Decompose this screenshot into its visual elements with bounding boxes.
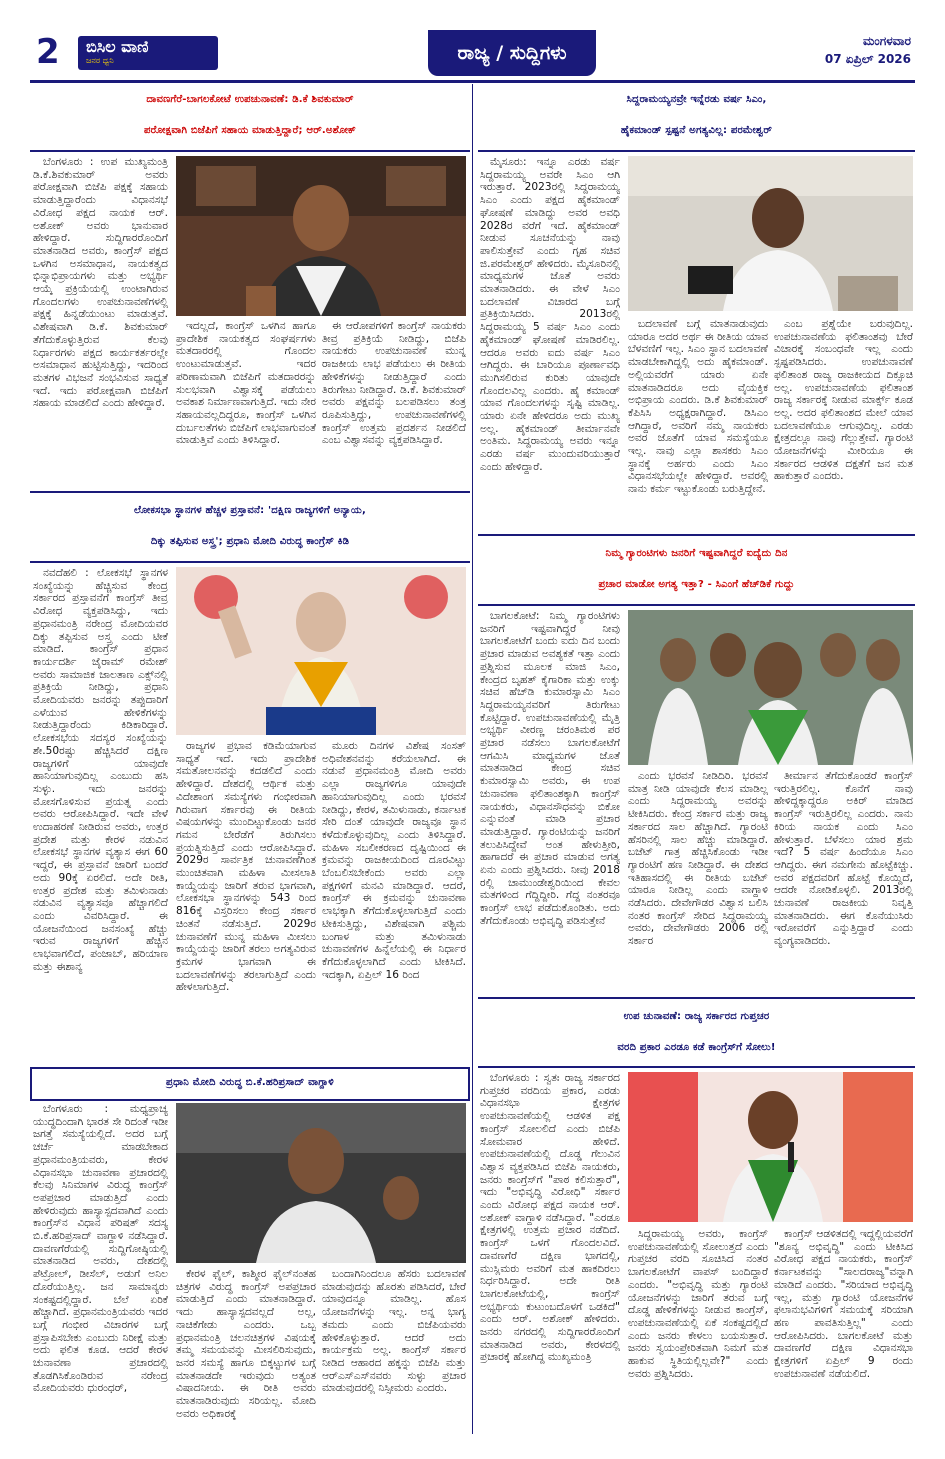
story3-top-rule <box>30 491 470 493</box>
story5-headline-line1: ಉಪ ಚುನಾವಣೆ: ರಾಜ್ಯ ಸರ್ಕಾರದ ಗುಪ್ತಚರ <box>623 1011 770 1022</box>
story1-rule <box>30 150 470 152</box>
story4-text-2: ಎಂದು ಭರವಸೆ ನೀಡಿದಿರಿ. ಭರವಸೆ ಮಾತ್ರ ನೀಡಿ ಯಾವುದೇ ಕೆಲಸ ಮಾಡಿಲ್ಲ ಎಂದು ಸಿದ್ದರಾಮಯ್ಯ ಅವರನ್ನು ಟೀಕಿಸಿದರು. ಕೇಂದ್ರ ಸರ್ಕಾರ ಮತ್ತು ರಾಜ್ಯ ಸರ್ಕಾರದ ಸಾಲ ಹೆಚ್ಚಾಗಿದೆ. ಗ್ಯಾರಂಟಿ ಹೆಸರಿನಲ್ಲಿ ಸಾಲ ಹೆಚ್ಚು ಮಾಡಿದ್ದಾರೆ. ಬಜೆಟ್ ಗಾತ್ರ ಹೆಚ್ಚಿಸಿಕೊಂಡು ಇಡೀ ಗ್ಯಾರಂಟಿಗೆ ಹಣ ನೀಡಿದ್ದಾರೆ. ಈ ದೇಶದ ಇತಿಹಾಸದಲ್ಲಿ ಈ ರೀತಿಯ ಬಜೆಟ್ ಯಾರೂ ನೀಡಿಲ್ಲ ಎಂದು ವಾಗ್ದಾಳಿ ನಡೆಸಿದರು. ದೇವೇಗೌಡರ ವಿಶ್ವಾಸ ಬಲಿಸಿ ನಂತರ ಕಾಂಗ್ರೆಸ್ ಸೇರಿದ ಸಿದ್ದರಾಮಯ್ಯ ಅವರು, ದೇವೇಗೌಡರು 2006 ರಲ್ಲಿ ಸರ್ಕಾರ <box>628 770 768 948</box>
story2-column-2 <box>628 318 768 528</box>
story3-rule <box>30 561 470 563</box>
story2-column-1 <box>480 156 620 528</box>
issue-day: ಮಂಗಳವಾರ <box>862 34 911 48</box>
story5-column-1 <box>480 1072 620 1434</box>
story2-text-1: ಮೈಸೂರು: ಇನ್ನೂ ಎರಡು ವರ್ಷ ಸಿದ್ದರಾಮಯ್ಯ ಅವರೇ ಸಿಎಂ ಆಗಿ ಇರುತ್ತಾರೆ. 2023ರಲ್ಲಿ ಸಿದ್ದರಾಮಯ್ಯ ಸಿಎಂ ಎಂದು ಪಕ್ಷದ ಹೈಕಮಾಂಡ್ ಘೋಷಣೆ ಮಾಡಿದ್ದು ಅವರ ಅವಧಿ 2028ರ ವರೆಗೆ ಇದೆ. ಹೈಕಮಾಂಡ್ ನೀಡುವ ಸೂಚನೆಯನ್ನು ನಾವು ಪಾಲಿಸುತ್ತೇವೆ ಎಂದು ಗೃಹ ಸಚಿವ ಜಿ.ಪರಮೇಶ್ವರ್ ಹೇಳಿದರು. ಮೈಸೂರಿನಲ್ಲಿ ಮಾಧ್ಯಮಗಳ ಜೊತೆ ಅವರು ಮಾತನಾಡಿದರು. ಈ ವೇಳೆ ಸಿಎಂ ಬದಲಾವಣೆ ವಿಚಾರದ ಬಗ್ಗೆ ಪ್ರತಿಕ್ರಿಯಿಸಿದರು. 2013ರಲ್ಲಿ ಸಿದ್ದರಾಮಯ್ಯ 5 ವರ್ಷ ಸಿಎಂ ಎಂದು ಹೈಕಮಾಂಡ್ ಘೋಷಣೆ ಮಾಡಿರಲಿಲ್ಲ. ಆದರೂ ಅವರು ಐದು ವರ್ಷ ಸಿಎಂ ಆಗಿದ್ದರು. ಈ ಬಾರಿಯೂ ಪೂರ್ಣಾವಧಿ ಮುಗಿಸಲಿರುವ ಕುರಿತು ಯಾವುದೇ ಗೊಂದಲವಿಲ್ಲ ಎಂದರು. ಹೈ ಕಮಾಂಡ್ ಯಾವ ಗೊಂದಲಗಳನ್ನು ಸೃಷ್ಟಿ ಮಾಡಿಲ್ಲ. ಯಾರು ಏನೇ ಹೇಳಿದರೂ ಅದು ಮುಖ್ಯ ಅಲ್ಲ. ಹೈಕಮಾಂಡ್ ತೀರ್ಮಾನವೇ ಅಂತಿಮ. ಸಿದ್ದರಾಮಯ್ಯ ಅವರು ಇನ್ನೂ ಎರಡು ವರ್ಷ ಮುಂದುವರಿಯುತ್ತಾರೆ ಎಂದು ಹೇಳಿದ್ದಾರೆ. <box>480 156 620 473</box>
story6-headline: ಪ್ರಧಾನಿ ಮೋದಿ ವಿರುದ್ಧ ಬಿ.ಕೆ.ಹರಿಪ್ರಸಾದ್ ವಾಗ್ದಾಳಿ <box>166 1077 334 1088</box>
story4-text-3: ತೀರ್ಮಾನ ತೆಗೆದುಕೊಂಡರೆ ಕಾಂಗ್ರೆಸ್ ಇರುತ್ತಿರಲಿಲ್ಲ. ಕೊನೆಗೆ ನಾವು ಹೇಳಿದ್ದಕ್ಕಾದ್ದರೂ ಅಕಿರ್ ಮಾಡಿದ ಕಾಂಗ್ರೆಸ್ ಇರುತ್ತಿರಲಿಲ್ಲ ಎಂದರು. ನಾನು ಕಿರಿಯ ನಾಯಕ ಎಂದು ಸಿಎಂ ಹೇಳುತ್ತಾರೆ. ಬೆಳೆಸಲು ಯಾರ ಶ್ರಮ ಇದೆ? 5 ವರ್ಷ ಹಿಂದೆಯೂ ಸಿಎಂ ಆಗಿದ್ದರು. ಈಗ ನಮಗೇನು ಹೊಟ್ಟೆಕಿಚ್ಚು. ಅವರ ಪಕ್ಷದವರಿಗೆ ಹೊಟ್ಟೆ ಕೊಯ್ದಿದೆ, ಆದರೇ ನೋಡಿಕೊಳ್ಳಲಿ. 2013ರಲ್ಲಿ ಚುನಾವಣೆ ರಾಜಕೀಯ ನಿವೃತ್ತಿ ಮಾತನಾಡಿದರು. ಈಗ ಕೊನೆಯುಸಿರು ಇರೋವರೆಗೆ ಎನ್ನುತ್ತಿದ್ದಾರೆ ಎಂದು ವ್ಯಂಗ್ಯವಾಡಿದರು. <box>774 770 913 948</box>
story3-headline-line1: ಲೋಕಸಭಾ ಸ್ಥಾನಗಳ ಹೆಚ್ಚಳ ಪ್ರಸ್ತಾವನೆ: 'ದಕ್ಷಿಣ ರಾಜ್ಯಗಳಿಗೆ ಅನ್ಯಾಯ, <box>134 505 366 516</box>
story3-photo <box>176 567 466 735</box>
person-at-desk-illustration <box>628 156 913 311</box>
story2-rule <box>478 150 915 152</box>
leader-at-podium-illustration <box>176 567 466 735</box>
story5-column-3 <box>774 1228 913 1434</box>
story5-top-rule <box>478 997 915 999</box>
story6-text-2: ಕೇರಳ ಫೈಲ್, ಕಾಶ್ಮೀರ ಫೈಲ್‌ನಂತಹ ಚಿತ್ರಗಳ ವಿರುದ್ಧ ಕಾಂಗ್ರೆಸ್ ಅಪಪ್ರಚಾರ ಮಾಡುತ್ತಿದೆ ಎಂದು ಮಾತನಾಡಿದ್ದಾರೆ. ಇದು ಹಾಸ್ಯಾಸ್ಪದವಲ್ಲದೆ ಅಲ್ಲ, ನಾಚಿಕೆಗೇಡು ಎಂದರು. ಒಬ್ಬ ಪ್ರಧಾನಮಂತ್ರಿ ಚಲನಚಿತ್ರಗಳ ವಿಷಯಕ್ಕೆ ತಮ್ಮ ಸಮಯವನ್ನು ಮೀಸಲಿರಿಸುವುದು, ಜನರ ಸಮಸ್ಯೆ ಹಾಗೂ ಬಿಕ್ಕಟ್ಟುಗಳ ಬಗ್ಗೆ ಮಾತನಾಡದೇ ಇರುವುದು ಅತ್ಯಂತ ವಿಷಾದನೀಯ. ಈ ರೀತಿ ಅವರು ಮಾತನಾಡಿರುವುದು ಸರಿಯಲ್ಲ. ಮೋದಿ ಅವರು ಅಧಿಕಾರಕ್ಕೆ <box>176 1268 316 1420</box>
story1-text-3: ಈ ಆರೋಪಗಳಿಗೆ ಕಾಂಗ್ರೆಸ್ ನಾಯಕರು ತೀವ್ರ ಪ್ರತಿಕ್ರಿಯೆ ನೀಡಿದ್ದು, ಬಿಜೆಪಿ ನಾಯಕರು ಉಪಚುನಾವಣೆ ಮುನ್ನ ರಾಜಕೀಯ ಲಾಭ ಪಡೆಯಲು ಈ ರೀತಿಯ ಹೇಳಿಕೆಗಳನ್ನು ನೀಡುತ್ತಿದ್ದಾರೆ ಎಂದು ತಿರುಗೇಟು ನೀಡಿದ್ದಾರೆ. ಡಿ.ಕೆ. ಶಿವಕುಮಾರ್ ಅವರು ಪಕ್ಷವನ್ನು ಬಲಪಡಿಸಲು ತಂತ್ರ ರೂಪಿಸುತ್ತಿದ್ದು, ಉಪಚುನಾವಣೆಗಳಲ್ಲಿ ಕಾಂಗ್ರೆಸ್ ಉತ್ತಮ ಪ್ರದರ್ಶನ ನೀಡಲಿದೆ ಎಂಬ ವಿಶ್ವಾಸವನ್ನು ವ್ಯಕ್ತಪಡಿಸಿದ್ದಾರೆ. <box>322 320 466 447</box>
center-column-rule <box>472 84 473 1434</box>
story6-headline-box <box>30 1067 470 1101</box>
story6-column-1 <box>33 1103 168 1434</box>
story6-photo <box>176 1103 466 1263</box>
story4-top-rule <box>478 534 915 536</box>
story1-text-2: ಇದಲ್ಲದೆ, ಕಾಂಗ್ರೆಸ್ ಒಳಗಿನ ಹಾಗೂ ಪ್ರಾದೇಶಿಕ ನಾಯಕತ್ವದ ಸಂಘರ್ಷಗಳು ಮತದಾರರಲ್ಲಿ ಗೊಂದಲ ಉಂಟುಮಾಡುತ್ತವೆ. ಇದರ ಪರಿಣಾಮವಾಗಿ ಬಿಜೆಪಿಗೆ ಮತದಾರರನ್ನು ಸುಲಭವಾಗಿ ವಿಶ್ವಾಸಕ್ಕೆ ಪಡೆಯಲು ಅವಕಾಶ ನಿರ್ಮಾಣವಾಗುತ್ತಿದೆ. ಇದು ನೇರ ಸಹಾಯವಲ್ಲದಿದ್ದರೂ, ಕಾಂಗ್ರೆಸ್ ಒಳಗಿನ ದುರ್ಬಲತೆಗಳು ಬಿಜೆಪಿಗೆ ಲಾಭವಾಗುವಂತೆ ಮಾಡುತ್ತಿವೆ ಎಂದು ತಿಳಿಸಿದ್ದಾರೆ. <box>176 320 316 447</box>
story5-text-3: ಕಾಂಗ್ರೆಸ್ ಆಡಳಿತದಲ್ಲಿ ಇದ್ದಲ್ಲಿಯವರೆಗೆ "ಶೂನ್ಯ ಅಭಿವೃದ್ಧಿ" ಎಂದು ಟೀಕಿಸಿದ ವಿರೋಧ ಪಕ್ಷದ ನಾಯಕರು, ಕಾಂಗ್ರೆಸ್ ಕರ್ನಾಟಕವನ್ನು "ಸಾಲದರಾಜ್ಯ"ವನ್ನಾಗಿ ಮಾಡಿದೆ ಎಂದರು. "ಸರಿಯಾದ ಅಭಿವೃದ್ಧಿ ಇಲ್ಲ, ಮತ್ತು ಗ್ಯಾರಂಟಿ ಯೋಜನೆಗಳ ಫಲಾನುಭವಿಗಳಿಗೆ ಸಮಯಕ್ಕೆ ಸರಿಯಾಗಿ ಹಣ ಪಾವತಿಸುತ್ತಿಲ್ಲ" ಎಂದು ಆರೋಪಿಸಿದರು. ಬಾಗಲಕೋಟೆ ಮತ್ತು ದಾವಣಗೆರೆ ದಕ್ಷಿಣ ವಿಧಾನಸಭಾ ಕ್ಷೇತ್ರಗಳಿಗೆ ಏಪ್ರಿಲ್ 9 ರಂದು ಉಪಚುನಾವಣೆ ನಡೆಯಲಿದೆ. <box>774 1228 913 1380</box>
story5-photo <box>628 1072 913 1222</box>
story3-headline-line2: ದಿಕ್ಕು ತಪ್ಪಿಸುವ ಅಸ್ತ್ರ'; ಪ್ರಧಾನಿ ಮೋದಿ ವಿರುದ್ಧ ಕಾಂಗ್ರೆಸ್ ಕಿಡಿ <box>150 536 350 547</box>
story5-column-2 <box>628 1228 768 1434</box>
story1-column-1 <box>33 156 168 484</box>
speaker-gesturing-illustration <box>176 1103 466 1263</box>
story4-rule <box>478 604 915 606</box>
story5-headline <box>478 1001 915 1063</box>
story6-text-3: ಬಂದಾಗಿನಿಂದಲೂ ಹೆಸರು ಬದಲಾವಣೆ ಮಾಡುವುದನ್ನು ಹೊರತು ಪಡಿಸಿದರೆ, ಬೇರೆ ಯಾವುದನ್ನೂ ಮಾಡಿಲ್ಲ. ಹೊಸ ಯೋಜನೆಗಳನ್ನು ಇಲ್ಲ. ಅನ್ನ ಭಾಗ್ಯ ತಮದು ಎಂದು ಬಿಜೆಪಿಯವರು ಹೇಳಿಕೊಳ್ಳುತ್ತಾರೆ. ಆದರೆ ಅದು ಕಾರ್ಯಕ್ರಮ ಅಲ್ಲ. ಕಾಂಗ್ರೆಸ್ ಸರ್ಕಾರ ನೀಡಿದ ಆಹಾರದ ಹಕ್ಕನ್ನು ಬಿಜೆಪಿ ಮತ್ತು ಆರ್‌ಎಸ್‌ಎಸ್‌ನವರು ಸುಳ್ಳು ಪ್ರಚಾರ ಮಾಡುವುದರಲ್ಲಿ ನಿಸ್ಸೀಮರು ಎಂದರು. <box>322 1268 466 1395</box>
story1-photo <box>176 156 466 316</box>
section-title: ರಾಜ್ಯ / ಸುದ್ದಿಗಳು <box>428 30 596 76</box>
page-number: 2 <box>36 32 60 72</box>
story1-column-2 <box>176 320 316 484</box>
story6-text-1: ಬೆಂಗಳೂರು : ಮಧ್ಯಪ್ರಾಚ್ಯ ಯುದ್ಧದಿಂದಾಗಿ ಭಾರತ ಸೇ ರಿದಂತೆ ಇಡೀ ಜಗತ್ತೆ ಸಮಸ್ಯೆಯಲ್ಲಿದೆ. ಅದರ ಬಗ್ಗೆ ಚರ್ಚೆ ಮಾಡಬೇಕಾದ ಪ್ರಧಾನಮಂತ್ರಿಯವರು, ಕೇರಳ ವಿಧಾನಸಭಾ ಚುನಾವಣಾ ಪ್ರಚಾರದಲ್ಲಿ ಕೆಲವು ಸಿನಿಮಾಗಳ ವಿರುದ್ಧ ಕಾಂಗ್ರೆಸ್ ಅಪಪ್ರಚಾರ ಮಾಡುತ್ತಿದೆ ಎಂದು ಹೇಳಿರುವುದು ಹಾಸ್ಯಾಸ್ಪದವಾಗಿದೆ ಎಂದು ಕಾಂಗ್ರೆಸ್‌ನ ವಿಧಾನ ಪರಿಷತ್ ಸದಸ್ಯ ಬಿ.ಕೆ.ಹರಿಪ್ರಸಾದ್ ವಾಗ್ದಾಳಿ ನಡೆಸಿದ್ದಾರೆ. ದಾವಣಗೆರೆಯಲ್ಲಿ ಸುದ್ದಿಗೋಷ್ಠಿಯಲ್ಲಿ ಮಾತನಾಡಿದ ಅವರು, ದೇಶದಲ್ಲಿ ಪೆಟ್ರೋಲ್, ಡೀಸೆಲ್, ಅಡುಗೆ ಅನಿಲ ದೊರೆಯುತ್ತಿಲ್ಲ. ಜನ ಸಾಮಾನ್ಯರು ಸಂಕಷ್ಟದಲ್ಲಿದ್ದಾರೆ. ಬೆಲೆ ಏರಿಕೆ ಹೆಚ್ಚಾಗಿದೆ. ಪ್ರಧಾನಮಂತ್ರಿಯವರು ಇದರ ಬಗ್ಗೆ ಗಂಭೀರ ವಿಚಾರಗಳ ಬಗ್ಗೆ ಪ್ರಸ್ತಾಪಿಸಬೇಕು ಎಂಬುದು ನಿರೀಕ್ಷೆ ಮತ್ತು ಅದು ಫಲಿತ ಕೂಡ. ಆದರೆ ಕೇರಳ ಚುನಾವಣಾ ಪ್ರಚಾರದಲ್ಲಿ ತೊಡಗಿಸಿಕೊಂಡಿರುವ ನರೇಂದ್ರ ಮೋದಿಯವರು ಧುರಂಧರ್, <box>33 1103 168 1395</box>
story5-rule <box>478 1066 915 1068</box>
story4-column-3 <box>774 770 913 990</box>
story6-column-2 <box>176 1268 316 1434</box>
story5-text-1: ಬೆಂಗಳೂರು : ಸ್ವತಃ ರಾಜ್ಯ ಸರ್ಕಾರದ ಗುಪ್ತಚರ ವರದಿಯ ಪ್ರಕಾರ, ಎರಡು ವಿಧಾನಸಭಾ ಕ್ಷೇತ್ರಗಳ ಉಪಚುನಾವಣೆಯಲ್ಲಿ ಆಡಳಿತ ಪಕ್ಷ ಕಾಂಗ್ರೆಸ್ ಸೋಲಲಿದೆ ಎಂದು ಬಿಜೆಪಿ ಸೋಮವಾರ ಹೇಳಿದೆ. ಉಪಚುನಾವಣೆಯಲ್ಲಿ ದೊಡ್ಡ ಗೆಲುವಿನ ವಿಶ್ವಾಸ ವ್ಯಕ್ತಪಡಿಸಿದ ಬಿಜೆಪಿ ನಾಯಕರು, ಜನರು ಕಾಂಗ್ರೆಸ್‌ಗೆ "ಪಾಠ ಕಲಿಸುತ್ತಾರೆ", ಇದು "ಅಭಿವೃದ್ಧಿ ವಿರೋಧಿ" ಸರ್ಕಾರ ಎಂದು ವಿರೋಧ ಪಕ್ಷದ ನಾಯಕ ಆರ್. ಅಶೋಕ್ ವಾಗ್ದಾಳಿ ನಡೆಸಿದ್ದಾರೆ. "ಎರಡೂ ಕ್ಷೇತ್ರಗಳಲ್ಲಿ ಉತ್ತಮ ಪ್ರಚಾರ ನಡೆದಿದೆ. ಕಾಂಗ್ರೆಸ್ ಒಳಗೆ ಗೊಂದಲವಿದೆ. ದಾವಣಗೆರೆ ದಕ್ಷಿಣ ಭಾಗದಲ್ಲಿ, ಮುಸ್ಲಿಮರು ಅವರಿಗೆ ಮತ ಹಾಕದಿರಲು ನಿರ್ಧರಿಸಿದ್ದಾರೆ. ಅದೇ ರೀತಿ ಬಾಗಲಕೋಟೆಯಲ್ಲಿ, ಕಾಂಗ್ರೆಸ್ ಅಭ್ಯರ್ಥಿಯ ಕುಟುಂಬದೊಳಗೆ ಒಡಕಿದೆ" ಎಂದು ಆರ್. ಅಶೋಕ್ ಹೇಳಿದರು. ಜನರು ನಗರದಲ್ಲಿ ಸುದ್ದಿಗಾರರೊಂದಿಗೆ ಮಾತನಾಡಿದ ಅವರು, ಕೇರಳದಲ್ಲಿ ಪ್ರಚಾರಕ್ಕೆ ಹೋಗಿದ್ದ ಮುಖ್ಯಮಂತ್ರಿ <box>480 1072 620 1364</box>
story4-headline-line1: ನಿಮ್ಮ ಗ್ಯಾರಂಟಿಗಳು ಜನರಿಗೆ ಇಷ್ಟವಾಗಿದ್ದರೆ ಐದ್ಯೆದು ದಿನ <box>605 548 788 559</box>
story3-column-1 <box>33 567 168 1063</box>
story3-text-1: ನವದೆಹಲಿ : ಲೋಕಸಭೆ ಸ್ಥಾನಗಳ ಸಂಖ್ಯೆಯನ್ನು ಹೆಚ್ಚಿಸುವ ಕೇಂದ್ರ ಸರ್ಕಾರದ ಪ್ರಸ್ತಾವನೆಗೆ ಕಾಂಗ್ರೆಸ್ ತೀವ್ರ ವಿರೋಧ ವ್ಯಕ್ತಪಡಿಸಿದ್ದು, ಇದು ಪ್ರಧಾನಮಂತ್ರಿ ನರೇಂದ್ರ ಮೋದಿಯವರ ದಿಕ್ಕು ತಪ್ಪಿಸುವ ಅಸ್ತ್ರ ಎಂದು ಟೀಕೆ ಮಾಡಿದೆ. ಕಾಂಗ್ರೆಸ್ ಪ್ರಧಾನ ಕಾರ್ಯದರ್ಶಿ ಜೈರಾಮ್ ರಮೇಶ್ ಅವರು ಸಾಮಾಜಿಕ ಜಾಲತಾಣ ಎಕ್ಸ್‌ನಲ್ಲಿ ಪ್ರತಿಕ್ರಿಯೆ ನೀಡಿದ್ದು, ಪ್ರಧಾನಿ ಮೋದಿಯವರು ಜನರನ್ನು ತಪ್ಪುದಾರಿಗೆ ಎಳೆಯುವ ಹೇಳಿಕೆಗಳನ್ನು ನೀಡುತ್ತಿದ್ದಾರೆಂದು ಕಿಡಿಕಾರಿದ್ದಾರೆ. ಲೋಕಸಭೆಯ ಸದಸ್ಯರ ಸಂಖ್ಯೆಯನ್ನು ಶೇ.50ರಷ್ಟು ಹೆಚ್ಚಿಸಿದರೆ ದಕ್ಷಿಣ ರಾಜ್ಯಗಳಿಗೆ ಯಾವುದೇ ಹಾನಿಯಾಗುವುದಿಲ್ಲ ಎಂಬುದು ಹಸಿ ಸುಳ್ಳು. ಇದು ಜನರನ್ನು ಮೋಸಗೊಳಿಸುವ ಪ್ರಯತ್ನ ಎಂದು ಅವರು ಆರೋಪಿಸಿದ್ದಾರೆ. ಇದೇ ವೇಳೆ ಉದಾಹರಣೆ ನೀಡಿರುವ ಅವರು, ಉತ್ತರ ಪ್ರದೇಶ ಮತ್ತು ಕೇರಳ ನಡುವಿನ ಲೋಕಸಭೆ ಸ್ಥಾನಗಳ ವ್ಯತ್ಯಾಸ ಈಗ 60 ಇದ್ದರೆ, ಈ ಪ್ರಸ್ತಾವನೆ ಜಾರಿಗೆ ಬಂದರೆ ಅದು 90ಕ್ಕೆ ಏರಲಿದೆ. ಅದೇ ರೀತಿ, ಉತ್ತರ ಪ್ರದೇಶ ಮತ್ತು ತಮಿಳುನಾಡು ನಡುವಿನ ವ್ಯತ್ಯಾಸವೂ ಹೆಚ್ಚಾಗಲಿದೆ ಎಂದು ವಿವರಿಸಿದ್ದಾರೆ. ಈ ಯೋಜನೆಯಿಂದ ಜನಸಂಖ್ಯೆ ಹೆಚ್ಚು ಇರುವ ರಾಜ್ಯಗಳಿಗೆ ಹೆಚ್ಚಿನ ಲಾಭವಾಗಲಿದೆ, ಪಂಜಾಬ್, ಹರಿಯಾಣ ಮತ್ತು ಈಶಾನ್ಯ <box>33 567 168 973</box>
story2-headline-line1: ಸಿದ್ದರಾಮಯ್ಯನವ್ರೇ ಇನ್ನೆರಡು ವರ್ಷ ಸಿಎಂ, <box>626 94 767 105</box>
person-speaking-illustration <box>176 156 466 316</box>
paper-name: ಬಿಸಿಲ ವಾಣಿ <box>86 37 149 56</box>
story2-headline <box>478 84 915 146</box>
newspaper-logo <box>78 36 218 70</box>
story2-photo <box>628 156 913 311</box>
story4-column-1 <box>480 610 620 990</box>
story1-headline-line2: ಪರೋಕ್ಷವಾಗಿ ಬಿಜೆಪಿಗೆ ಸಹಾಯ ಮಾಡುತ್ತಿದ್ದಾರೆ; ಆರ್.ಅಶೋಕ್ <box>144 125 356 136</box>
story3-headline <box>30 495 470 557</box>
story3-column-3 <box>322 740 466 1063</box>
story4-column-2 <box>628 770 768 990</box>
story4-text-1: ಬಾಗಲಕೋಟೆ: ನಿಮ್ಮ ಗ್ಯಾರಂಟಿಗಳು ಜನರಿಗೆ ಇಷ್ಟವಾಗಿದ್ದರೆ ನೀವು ಬಾಗಲಕೋಟೆಗೆ ಬಂದು ಐದು ದಿನ ಬಂದು ಪ್ರಚಾರ ಮಾಡುವ ಅವಶ್ಯಕತೆ ಇತ್ತಾ ಎಂದು ಪ್ರಶ್ನಿಸುವ ಮೂಲಕ ಮಾಜಿ ಸಿಎಂ, ಕೇಂದ್ರದ ಬೃಹತ್ ಕೈಗಾರಿಕಾ ಮತ್ತು ಉಕ್ಕು ಸಚಿವ ಹೆಚ್‌ಡಿ ಕುಮಾರಸ್ವಾಮಿ ಸಿಎಂ ಸಿದ್ದರಾಮಯ್ಯನವರಿಗೆ ತಿರುಗೇಟು ಕೊಟ್ಟಿದ್ದಾರೆ. ಉಪಚುನಾವಣೆಯಲ್ಲಿ ಮೈತ್ರಿ ಅಭ್ಯರ್ಥಿ ವೀರಣ್ಣ ಚರಂತಿಮಠ ಪರ ಪ್ರಚಾರ ನಡೆಸಲು ಬಾಗಲಕೋಟೆಗೆ ಆಗಮಿಸಿ ಮಾಧ್ಯಮಗಳ ಜೊತೆ ಮಾತನಾಡಿದ ಕೇಂದ್ರ ಸಚಿವ ಕುಮಾರಸ್ವಾಮಿ ಅವರು, ಈ ಉಪ ಚುನಾವಣಾ ಫಲಿತಾಂಶಕ್ಕಾಗಿ ಕಾಂಗ್ರೆಸ್ ನಾಯಕರು, ವಿಧಾನಸೌಧವನ್ನು ಬಿಕೋ ಎನ್ನುವಂತೆ ಮಾಡಿ ಪ್ರಚಾರ ಮಾಡುತ್ತಿದ್ದಾರೆ. ಗ್ಯಾರಂಟಿಯನ್ನು ಜನರಿಗೆ ತಲುಪಿಸಿದ್ದೇವೆ ಅಂತ ಹೇಳುತ್ತೀರಿ, ಹಾಗಾದರೆ ಈ ಪ್ರಚಾರ ಮಾಡುವ ಅಗತ್ಯ ಏನು ಎಂದು ಪ್ರಶ್ನಿಸಿದರು. ನೀವು 2018 ರಲ್ಲಿ ಚಾಮುಂಡೇಶ್ವರಿಯಿಂದ ಕೇವಲ ಮತಗಳಿಂದ ಗೆದ್ದಿದ್ದೀರಿ. ಗೆದ್ದ ನಂತರವೂ ಕಾಂಗ್ರೆಸ್ ಲಾಭ ಪಡೆದುಕೊಂಡಿತು. ಅದು ತೆಗೆದುಕೊಂಡು ಅಭಿವೃದ್ಧಿ ಪಡಿಸುತ್ತೇನೆ <box>480 610 620 927</box>
issue-date: 07 ಏಪ್ರಿಲ್ 2026 <box>824 52 911 66</box>
story3-text-2: ರಾಜ್ಯಗಳ ಪ್ರಭಾವ ಕಡಿಮೆಯಾಗುವ ಸಾಧ್ಯತೆ ಇದೆ. ಇದು ಪ್ರಾದೇಶಿಕ ಸಮತೋಲನವನ್ನು ಕದಡಲಿದೆ ಎಂದು ಹೇಳಿದ್ದಾರೆ. ದೇಶದಲ್ಲಿ ಆರ್ಥಿಕ ಮತ್ತು ವಿದೇಶಾಂಗ ಸಮಸ್ಯೆಗಳು ಗಂಭೀರವಾಗಿ ಗಿರುವಾಗ ಸರ್ಕಾರವು ಈ ರೀತಿಯ ವಿಷಯಗಳನ್ನು ಮುಂದಿಟ್ಟುಕೊಂಡು ಜನರ ಗಮನ ಬೇರೆಡೆಗೆ ತಿರುಗಿಸಲು ಪ್ರಯತ್ನಿಸುತ್ತಿದೆ ಎಂದು ಆರೋಪಿಸಿದ್ದಾರೆ. 2029ರ ಸಾರ್ವತ್ರಿಕ ಚುನಾವಣೆಗಿಂತ ಮುಂಚಿತವಾಗಿ ಮಹಿಳಾ ಮೀಸಲಾತಿ ಕಾಯ್ದೆಯನ್ನು ಜಾರಿಗೆ ತರುವ ಭಾಗವಾಗಿ, ಲೋಕಸಭಾ ಸ್ಥಾನಗಳನ್ನು 543 ರಿಂದ 816ಕ್ಕೆ ವಿಸ್ತರಿಸಲು ಕೇಂದ್ರ ಸರ್ಕಾರ ಚಿಂತನೆ ನಡೆಸುತ್ತಿದೆ. 2029ರ ಚುನಾವಣೆಗೆ ಮುನ್ನ ಮಹಿಳಾ ಮೀಸಲು ಕಾಯ್ದೆಯನ್ನು ಜಾರಿಗೆ ತರಲು ಅಗತ್ಯವಿರುವ ಕ್ರಮಗಳ ಭಾಗವಾಗಿ ಈ ಬದಲಾವಣೆಗಳನ್ನು ತರಲಾಗುತ್ತಿದೆ ಎಂದು ಹೇಳಲಾಗುತ್ತಿದೆ. <box>176 740 316 994</box>
masthead <box>30 30 915 83</box>
story2-text-2: ಬದಲಾವಣೆ ಬಗ್ಗೆ ಮಾತನಾಡುವುದು ಯಾರೂ ಅದರ ಅರ್ಥ ಈ ರೀತಿಯ ಯಾವ ಬೆಳವಣಿಗೆ ಇಲ್ಲ. ಸಿಎಂ ಸ್ಥಾನ ಬದಲಾವಣೆ ಮಾಡಬೇಕಾಗಿದ್ದಲ್ಲಿ ಅದು ಹೈಕಮಾಂಡ್. ಅಲ್ಲಿಯವರೆಗೆ ಯಾರು ಏನೇ ಮಾತನಾಡಿದರೂ ಅದು ವೈಯಕ್ತಿಕ ಅಭಿಪ್ರಾಯ ಎಂದರು. ಡಿ.ಕೆ ಶಿವಕುಮಾರ್ ಕೆಪಿಸಿಸಿ ಅಧ್ಯಕ್ಷರಾಗಿದ್ದಾರೆ. ಡಿಸಿಎಂ ಆಗಿದ್ದಾರೆ, ಅವರಿಗೆ ನಮ್ಮ ನಾಯಕರು ಅವರ ಜೊತೆಗೆ ಯಾವ ಸಮಸ್ಯೆಯೂ ಇಲ್ಲ. ನಾವು ಎಲ್ಲಾ ಶಾಸಕರು ಸಿಎಂ ಸ್ಥಾನಕ್ಕೆ ಅರ್ಹರು ಎಂದು ಸಿಎಂ ವಿಧಾನಸಭೆಯಲ್ಲೇ ಹೇಳಿದ್ದಾರೆ. ಅವರಲ್ಲಿ ನಾನು ಕರ್ಮ ಇಟ್ಟುಕೊಂಡು ಬರುತ್ತಿದ್ದೇನೆ. <box>628 318 768 496</box>
story3-text-3: ಮೂರು ದಿನಗಳ ವಿಶೇಷ ಸಂಸತ್ ಅಧಿವೇಶನವನ್ನು ಕರೆಯಲಾಗಿದೆ. ಈ ನಡುವೆ ಪ್ರಧಾನಮಂತ್ರಿ ಮೋದಿ ಅವರು ಎಲ್ಲಾ ರಾಜ್ಯಗಳಿಗೂ ಯಾವುದೇ ಹಾನಿಯಾಗುವುದಿಲ್ಲ ಎಂದು ಭರವಸೆ ನೀಡಿದ್ದು, ಕೇರಳ, ತಮಿಳುನಾಡು, ಕರ್ನಾಟಕ ಸೇರಿ ದಂತೆ ಯಾವುದೇ ರಾಜ್ಯವೂ ಸ್ಥಾನ ಕಳೆದುಕೊಳ್ಳುವುದಿಲ್ಲ ಎಂದು ತಿಳಿಸಿದ್ದಾರೆ. ಮಹಿಳಾ ಸಬಲೀಕರಣದ ದೃಷ್ಟಿಯಿಂದ ಈ ಕ್ರಮವನ್ನು ರಾಜಕೀಯದಿಂದ ದೂರವಿಟ್ಟು ಬೆಂಬಲಿಸಬೇಕೆಂದು ಅವರು ಎಲ್ಲಾ ಪಕ್ಷಗಳಿಗೆ ಮನವಿ ಮಾಡಿದ್ದಾರೆ. ಆದರೆ, ಕಾಂಗ್ರೆಸ್ ಈ ಕ್ರಮವನ್ನು ಚುನಾವಣಾ ಲಾಭಕ್ಕಾಗಿ ತೆಗೆದುಕೊಳ್ಳಲಾಗುತ್ತಿದೆ ಎಂದು ಟೀಕಿಸುತ್ತಿದ್ದು, ವಿಶೇಷವಾಗಿ ಪಶ್ಚಿಮ ಬಂಗಾಳ ಮತ್ತು ತಮಿಳುನಾಡು ಚುನಾವಣೆಗಳ ಹಿನ್ನೆಲೆಯಲ್ಲಿ ಈ ನಿರ್ಧಾರ ಕೆಗೆದುಕೊಳ್ಳಲಾಗಿದೆ ಎಂದು ಟೀಕಿಸಿದೆ. ಇದಕ್ಕಾಗಿ, ಏಪ್ರಿಲ್ 16 ರಿಂದ <box>322 740 466 981</box>
paper-tagline: ಜನರ ಧ್ವನಿ <box>86 56 114 65</box>
story1-headline <box>30 84 470 146</box>
story2-column-3 <box>774 318 913 528</box>
story3-column-2 <box>176 740 316 1063</box>
story4-photo <box>628 610 913 765</box>
story2-headline-line2: ಹೈಕಮಾಂಡ್ ಸ್ಪಷ್ಟನೆ ಅಗತ್ಯವಿಲ್ಲ: ಪರಮೇಶ್ವರ್ <box>620 125 773 136</box>
story1-text-1: ಬೆಂಗಳೂರು : ಉಪ ಮುಖ್ಯಮಂತ್ರಿ ಡಿ.ಕೆ.ಶಿವಕುಮಾರ್ ಅವರು ಪರೋಕ್ಷವಾಗಿ ಬಿಜೆಪಿ ಪಕ್ಷಕ್ಕೆ ಸಹಾಯ ಮಾಡುತ್ತಿದ್ದಾರೆಂದು ವಿಧಾನಸಭೆ ವಿರೋಧ ಪಕ್ಷದ ನಾಯಕ ಆರ್. ಅಶೋಕ್ ಅವರು ಭಾನುವಾರ ಹೇಳಿದ್ದಾರೆ. ಸುದ್ದಿಗಾರರೊಂದಿಗೆ ಮಾತನಾಡಿದ ಅವರು, ಕಾಂಗ್ರೆಸ್ ಪಕ್ಷದ ಒಳಗಿನ ಅಸಮಾಧಾನ, ನಾಯಕತ್ವದ ಭಿನ್ನಾಭಿಪ್ರಾಯಗಳು ಮತ್ತು ಅಭ್ಯರ್ಥಿ ಆಯ್ಕೆ ಪ್ರಕ್ರಿಯೆಯಲ್ಲಿ ಉಂಟಾಗಿರುವ ಗೊಂದಲಗಳು ಉಪಚುನಾವಣೆಗಳಲ್ಲಿ ಪಕ್ಷಕ್ಕೆ ಹಿನ್ನಡೆಯುಂಟು ಮಾಡುತ್ತವೆ. ವಿಶೇಷವಾಗಿ ಡಿ.ಕೆ. ಶಿವಕುಮಾರ್ ತೆಗೆದುಕೊಳ್ಳುತ್ತಿರುವ ಕೆಲವು ನಿರ್ಧಾರಗಳು ಪಕ್ಷದ ಕಾರ್ಯಕರ್ತರಲ್ಲೇ ಅಸಮಾಧಾನ ಹುಟ್ಟಿಸುತ್ತಿದ್ದು, ಇದರಿಂದ ಮತಗಳ ವಿಭಜನೆ ಸಂಭವಿಸುವ ಸಾಧ್ಯತೆ ಇದೆ. ಇದು ಪರೋಕ್ಷವಾಗಿ ಬಿಜೆಪಿಗೆ ಸಹಾಯ ಮಾಡಲಿದೆ ಎಂದು ಹೇಳಿದ್ದಾರೆ. <box>33 156 168 410</box>
story5-text-2: ಸಿದ್ದರಾಮಯ್ಯ ಅವರು, ಕಾಂಗ್ರೆಸ್ ಉಪಚುನಾವಣೆಯಲ್ಲಿ ಸೋಲುತ್ತದೆ ಎಂದು ಗುಪ್ತಚರ ವರದಿ ಸೂಚಿಸಿದ ನಂತರ ಬಾಗಲಕೋಟೆಗೆ ವಾಪಸ್ ಬಂದಿದ್ದಾರೆ ಎಂದರು. "ಅಭಿವೃದ್ಧಿ ಮತ್ತು ಗ್ಯಾರಂಟಿ ಯೋಜನೆಗಳನ್ನು ಜಾರಿಗೆ ತರುವ ಬಗ್ಗೆ ದೊಡ್ಡ ಹೇಳಿಕೆಗಳನ್ನು ನೀಡುವ ಕಾಂಗ್ರೆಸ್, ಉಪಚುನಾವಣೆಯಲ್ಲಿ ಏಕೆ ಸಂಕಷ್ಟದಲ್ಲಿದೆ ಎಂದು ಜನರು ಕೇಳಲು ಬಯಸುತ್ತಾರೆ. ಜನರು ಸ್ವಯಂಪ್ರೇರಿತವಾಗಿ ನಿಮಗೆ ಮತ ಹಾಕುವ ಸ್ಥಿತಿಯಲ್ಲಿಲ್ಲವೇ?" ಎಂದು ಅವರು ಪ್ರಶ್ನಿಸಿದರು. <box>628 1228 768 1380</box>
story4-headline <box>478 538 915 600</box>
story6-column-3 <box>322 1268 466 1434</box>
person-with-microphone-illustration <box>628 1072 913 1222</box>
story1-column-3 <box>322 320 466 484</box>
story2-text-3: ಎಂಬ ಪ್ರಶ್ನೆಯೇ ಬರುವುದಿಲ್ಲ. ಉಪಚುನಾವಣೆಯ ಫಲಿತಾಂಶವು ಬೇರೆ ವಿಚಾರಕ್ಕೆ ಸಂಬಂಧವೇ ಇಲ್ಲ ಎಂದು ಸ್ಪಷ್ಟಪಡಿಸಿದರು. ಉಪಚುನಾವಣೆ ಫಲಿತಾಂಶ ರಾಜ್ಯ ರಾಜಕೀಯದ ದಿಕ್ಸೂಚಿ ಅಲ್ಲ. ಉಪಚುನಾವಣೆಯ ಫಲಿತಾಂಶ ರಾಜ್ಯ ಸರ್ಕಾರಕ್ಕೆ ನೀಡುವ ಮಾರ್ಕ್ಸ್ ಕೂಡ ಅಲ್ಲ. ಅದರ ಫಲಿತಾಂಶದ ಮೇಲೆ ಯಾವ ಬದಲಾವಣೆಯೂ ಆಗುವುದಿಲ್ಲ. ಎರಡು ಕ್ಷೇತ್ರದಲ್ಲೂ ನಾವು ಗೆಲ್ಲುತ್ತೇವೆ. ಗ್ಯಾರಂಟಿ ಯೋಜನೆಗಳನ್ನು ಮೀರಿಯೂ ಈ ಸರ್ಕಾರದ ಆಡಳಿತ ದಕ್ಷತೆಗೆ ಜನ ಮತ ಹಾಕುತ್ತಾರೆ ಎಂದರು. <box>774 318 913 483</box>
story1-headline-line1: ದಾವಣಗೆರೆ-ಬಾಗಲಕೋಟೆ ಉಪಚುನಾವಣೆ: ಡಿ.ಕೆ ಶಿವಕುಮಾರ್ <box>146 94 354 105</box>
press-meet-illustration <box>628 610 913 765</box>
story4-headline-line2: ಪ್ರಚಾರ ಮಾಡೋ ಅಗತ್ಯ ಇತ್ತಾ? - ಸಿಎಂಗೆ ಹೆಚ್‌ಡಿಕೆ ಗುದ್ದು <box>598 579 795 590</box>
story5-headline-line2: ವರದಿ ಪ್ರಕಾರ ಎರಡೂ ಕಡೆ ಕಾಂಗ್ರೆಸ್‌ಗೆ ಸೋಲು! <box>617 1042 776 1053</box>
